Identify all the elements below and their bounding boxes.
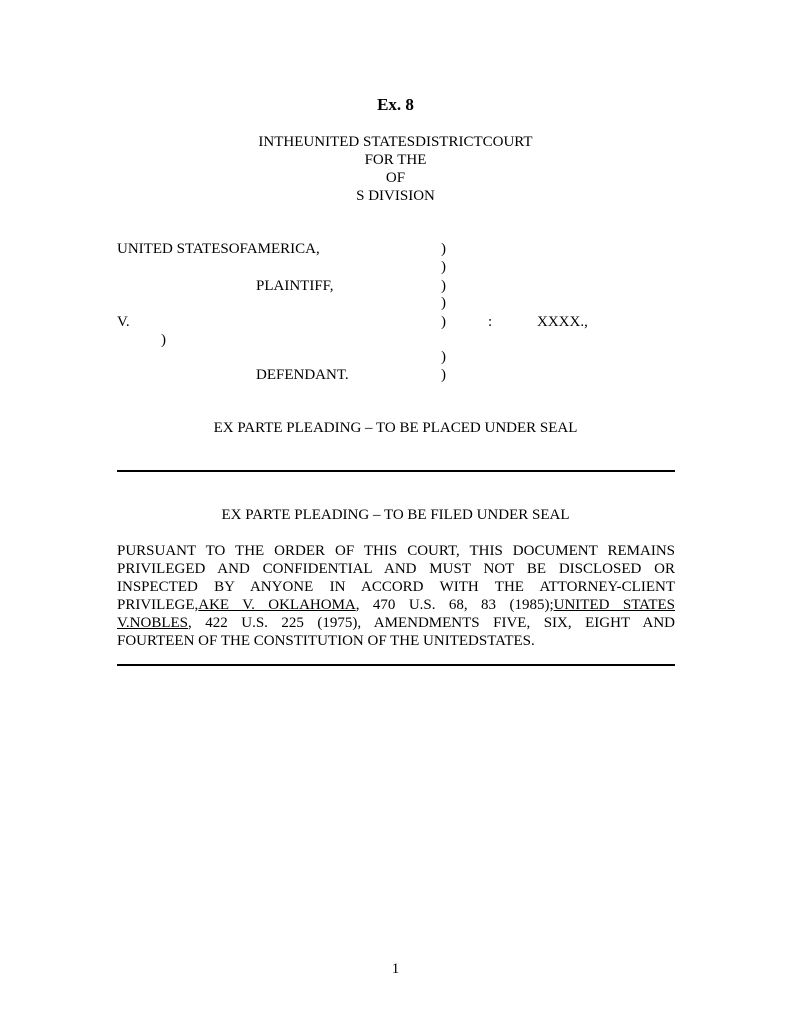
stray-paren: ) <box>161 332 166 348</box>
notice-line: PRIVILEGED AND CONFIDENTIAL AND MUST NOT BE DISCLOSED OR <box>117 561 675 577</box>
page-number: 1 <box>391 961 400 977</box>
caption-paren: ) <box>441 367 446 383</box>
notice-line <box>117 596 675 614</box>
plaintiff-role: PLAINTIFF, <box>256 278 334 294</box>
exhibit-label: Ex. 8 <box>377 95 414 114</box>
notice-line: FOURTEEN OF THE CONSTITUTION OF THE UNITEDSTATES. <box>117 633 535 649</box>
court-division: S DIVISION <box>356 188 435 204</box>
notice-text: , 470 U.S. 68, 83 (1985); <box>355 597 554 613</box>
case-number: XXXX., <box>537 314 588 330</box>
case-citation-nobles: V.NOBLES <box>117 615 188 631</box>
caption-paren: ) <box>441 259 446 275</box>
caption-paren: ) <box>441 314 446 330</box>
caption-paren: ) <box>441 295 446 311</box>
case-number-colon: : <box>488 314 493 330</box>
seal-heading-placed: EX PARTE PLEADING – TO BE PLACED UNDER SEAL <box>213 420 578 436</box>
notice-line: INSPECTED BY ANYONE IN ACCORD WITH THE ATTORNEY-CLIENT <box>117 579 675 595</box>
caption-paren: ) <box>441 241 446 257</box>
court-name: INTHEUNITED STATESDISTRICTCOURT <box>258 134 533 150</box>
divider-bottom <box>117 664 675 666</box>
divider-top <box>117 470 675 472</box>
plaintiff-name: UNITED STATESOFAMERICA, <box>117 241 320 257</box>
defendant-role: DEFENDANT. <box>256 367 349 383</box>
caption-paren: ) <box>441 349 446 365</box>
court-district: FOR THE <box>364 152 427 168</box>
notice-line <box>117 614 675 632</box>
versus-label: V. <box>117 314 130 330</box>
case-citation-ake: AKE V. OKLAHOMA <box>198 597 356 613</box>
notice-text: PRIVILEGE, <box>117 597 199 613</box>
seal-heading-filed: EX PARTE PLEADING – TO BE FILED UNDER SEAL <box>221 507 570 523</box>
privilege-notice <box>117 542 675 650</box>
court-state: OF <box>385 170 406 186</box>
notice-text: , 422 U.S. 225 (1975), AMENDMENTS FIVE, SIX, EIGHT AND <box>188 615 675 631</box>
notice-line: PURSUANT TO THE ORDER OF THIS COURT, THIS DOCUMENT REMAINS <box>117 543 675 559</box>
case-citation-nobles: UNITED STATES <box>553 597 675 613</box>
caption-paren: ) <box>441 278 446 294</box>
